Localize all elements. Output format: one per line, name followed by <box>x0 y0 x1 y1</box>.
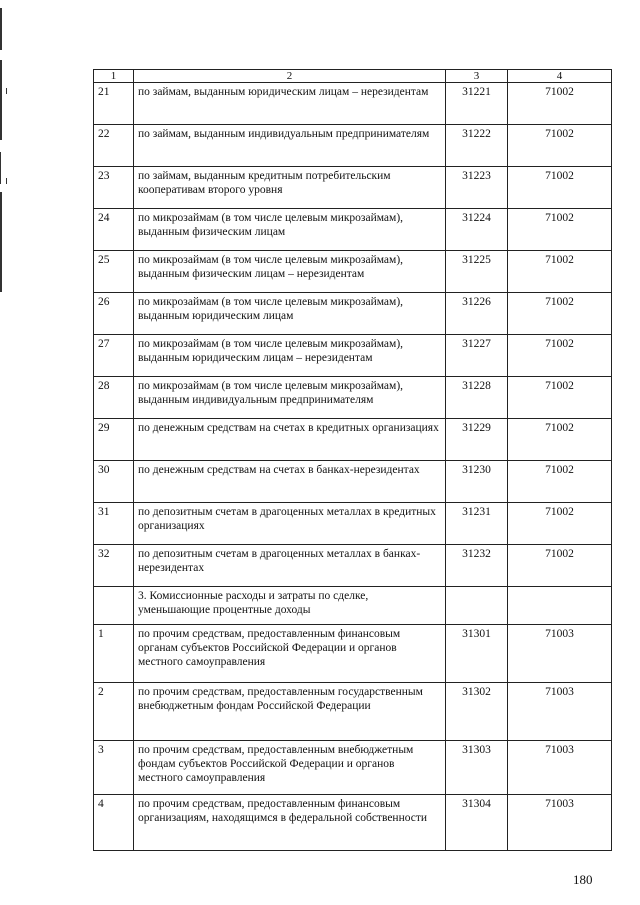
row-code-3: 31302 <box>446 683 508 741</box>
row-number: 2 <box>94 683 134 741</box>
table-row <box>94 377 612 419</box>
row-code-4: 71003 <box>508 683 612 741</box>
accounts-table <box>93 69 612 851</box>
row-code-4: 71002 <box>508 545 612 587</box>
column-header: 4 <box>508 70 612 83</box>
row-description: по прочим средствам, предоставленным финансовым организациям, находящимся в федеральной собственности <box>134 795 446 851</box>
row-description: по прочим средствам, предоставленным внебюджетным фондам субъектов Российской Федерации и органов местного самоуправления <box>134 741 446 795</box>
row-number: 22 <box>94 125 134 167</box>
row-number: 32 <box>94 545 134 587</box>
table-row <box>94 795 612 851</box>
row-number: 3 <box>94 741 134 795</box>
table-row <box>94 625 612 683</box>
table-row <box>94 209 612 251</box>
row-code-3: 31304 <box>446 795 508 851</box>
row-description: по денежным средствам на счетах в банках-нерезидентах <box>134 461 446 503</box>
section-heading-row <box>94 587 612 625</box>
row-code-4: 71002 <box>508 293 612 335</box>
row-code-3: 31226 <box>446 293 508 335</box>
row-description: по прочим средствам, предоставленным государственным внебюджетным фондам Российской Федерации <box>134 683 446 741</box>
page-number: 180 <box>573 872 593 887</box>
row-code-4: 71002 <box>508 377 612 419</box>
row-description: по займам, выданным кредитным потребительским кооперативам второго уровня <box>134 167 446 209</box>
row-description: по микрозаймам (в том числе целевым микрозаймам), выданным юридическим лицам – нерезидентам <box>134 335 446 377</box>
row-code-4: 71003 <box>508 741 612 795</box>
table-header-row <box>94 70 612 83</box>
row-code-3: 31222 <box>446 125 508 167</box>
scan-margin-line <box>0 8 2 50</box>
row-code-4: 71002 <box>508 167 612 209</box>
table-row <box>94 293 612 335</box>
row-number: 29 <box>94 419 134 461</box>
row-number: 1 <box>94 625 134 683</box>
row-code-4: 71003 <box>508 795 612 851</box>
table-row <box>94 503 612 545</box>
row-description: по микрозаймам (в том числе целевым микрозаймам), выданным физическим лицам – нерезидентам <box>134 251 446 293</box>
row-number: 25 <box>94 251 134 293</box>
table-row <box>94 545 612 587</box>
row-code-3: 31225 <box>446 251 508 293</box>
row-code-4: 71002 <box>508 503 612 545</box>
row-description: по микрозаймам (в том числе целевым микрозаймам), выданным индивидуальным предпринимателям <box>134 377 446 419</box>
table-row <box>94 741 612 795</box>
row-description: по микрозаймам (в том числе целевым микрозаймам), выданным юридическим лицам <box>134 293 446 335</box>
table-row <box>94 167 612 209</box>
table-row <box>94 83 612 125</box>
table-row <box>94 683 612 741</box>
row-description: по микрозаймам (в том числе целевым микрозаймам), выданным физическим лицам <box>134 209 446 251</box>
table-row <box>94 419 612 461</box>
row-code-3: 31224 <box>446 209 508 251</box>
scan-margin-mark <box>6 88 7 94</box>
row-number: 31 <box>94 503 134 545</box>
row-number: 28 <box>94 377 134 419</box>
column-header: 3 <box>446 70 508 83</box>
row-number: 24 <box>94 209 134 251</box>
row-code-3: 31228 <box>446 377 508 419</box>
row-code-3: 31301 <box>446 625 508 683</box>
row-code-3: 31231 <box>446 503 508 545</box>
row-code-4: 71002 <box>508 83 612 125</box>
row-code-4: 71002 <box>508 335 612 377</box>
row-code-3: 31303 <box>446 741 508 795</box>
row-code-4: 71002 <box>508 125 612 167</box>
row-number <box>94 587 134 625</box>
row-number: 21 <box>94 83 134 125</box>
row-description: по прочим средствам, предоставленным финансовым органам субъектов Российской Федерации и органов местного самоуправления <box>134 625 446 683</box>
row-description: по займам, выданным индивидуальным предпринимателям <box>134 125 446 167</box>
scan-margin-line <box>0 192 2 292</box>
row-code-3: 31223 <box>446 167 508 209</box>
table-row <box>94 251 612 293</box>
row-code-4: 71002 <box>508 419 612 461</box>
row-number: 26 <box>94 293 134 335</box>
section-heading: 3. Комиссионные расходы и затраты по сделке, уменьшающие процентные доходы <box>134 587 446 625</box>
table-row <box>94 461 612 503</box>
scan-margin-line <box>0 60 2 140</box>
row-code-4: 71002 <box>508 209 612 251</box>
row-code-4: 71003 <box>508 625 612 683</box>
table-row <box>94 335 612 377</box>
row-code-3: 31232 <box>446 545 508 587</box>
row-code-3: 31229 <box>446 419 508 461</box>
row-code-4 <box>508 587 612 625</box>
row-code-3 <box>446 587 508 625</box>
row-code-3: 31230 <box>446 461 508 503</box>
row-description: по депозитным счетам в драгоценных металлах в банках-нерезидентах <box>134 545 446 587</box>
row-description: по займам, выданным юридическим лицам – нерезидентам <box>134 83 446 125</box>
column-header: 2 <box>134 70 446 83</box>
scan-margin-mark <box>6 178 7 184</box>
row-description: по денежным средствам на счетах в кредитных организациях <box>134 419 446 461</box>
row-code-4: 71002 <box>508 461 612 503</box>
row-code-4: 71002 <box>508 251 612 293</box>
row-description: по депозитным счетам в драгоценных металлах в кредитных организациях <box>134 503 446 545</box>
scan-margin-line <box>0 152 1 184</box>
row-code-3: 31221 <box>446 83 508 125</box>
row-number: 27 <box>94 335 134 377</box>
row-number: 30 <box>94 461 134 503</box>
row-number: 23 <box>94 167 134 209</box>
column-header: 1 <box>94 70 134 83</box>
table-row <box>94 125 612 167</box>
row-number: 4 <box>94 795 134 851</box>
row-code-3: 31227 <box>446 335 508 377</box>
